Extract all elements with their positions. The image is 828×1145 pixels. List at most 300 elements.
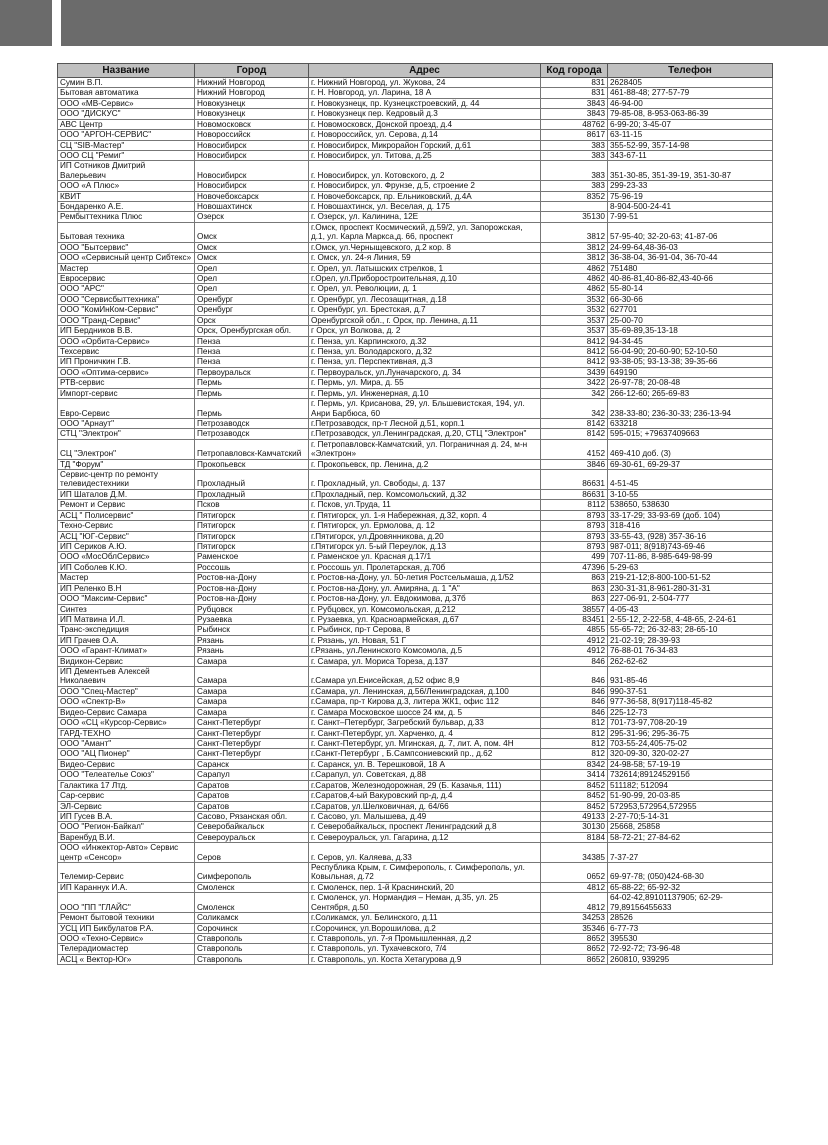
cell-address: г. Озерск, ул. Калинина, 12Е [309,212,541,222]
cell-address: г. Санкт-Петербург, ул. Харченко, д. 4 [309,728,541,738]
table-row [58,109,773,119]
cell-address: г. Североуральск, ул. Гагарина, д.12 [309,832,541,842]
column-header-phone: Телефон [608,64,773,78]
cell-address: г. Первоуральск, ул.Луначарского, д. 34 [309,367,541,377]
cell-name: ООО «Спектр-В» [58,697,195,707]
cell-city-code: 3846 [541,459,608,469]
table-row [58,294,773,304]
cell-address: г. Рязань, ул. Новая, 51 Г [309,635,541,645]
table-row [58,470,773,490]
cell-city-code: 4812 [541,893,608,913]
cell-name: КВИТ [58,191,195,201]
table-row [58,531,773,541]
cell-phone: 57-95-40; 32-20-63; 41-87-06 [608,222,773,242]
cell-address: г. Рубцовск, ул. Комсомольская, д.212 [309,604,541,614]
cell-phone: 318-416 [608,521,773,531]
cell-phone: 595-015; +79637409663 [608,429,773,439]
table-row [58,357,773,367]
table-row [58,954,773,964]
cell-name: УСЦ ИП Бикбулатов Р.А. [58,923,195,933]
cell-address: г. Санкт-Петербург, ул. Мгинская, д. 7, лит. А, пом. 4Н [309,739,541,749]
cell-name: ООО «Техно-Сервис» [58,934,195,944]
cell-phone: 76-88-01 76-34-83 [608,646,773,656]
cell-city: Новосибирск [195,181,309,191]
cell-city-code: 83451 [541,614,608,624]
cell-name: РТВ-сервис [58,378,195,388]
service-centers-table [57,63,773,965]
cell-city: Рузаевка [195,614,309,624]
cell-address: г.Соликамск, ул. Белинского, д.11 [309,913,541,923]
cell-address: г.Петрозаводск, пр-т Лесной д.51, корп.1 [309,418,541,428]
cell-city-code: 3812 [541,253,608,263]
cell-phone: 538650, 538630 [608,500,773,510]
cell-city-code: 4862 [541,263,608,273]
cell-name: ООО «МВ-Сервис» [58,98,195,108]
cell-city-code: 846 [541,697,608,707]
cell-city-code [541,202,608,212]
cell-address: г. Орел, ул. Революции, д. 1 [309,284,541,294]
cell-city: Санкт-Петербург [195,718,309,728]
cell-city: Новочебоксарск [195,191,309,201]
cell-phone: 395530 [608,934,773,944]
cell-city-code: 4862 [541,274,608,284]
cell-address: г.Самара ул.Енисейская, д.52 офис 8,9 [309,667,541,687]
table-row [58,594,773,604]
cell-name: ИП Дементьев Алексей Николаевич [58,667,195,687]
cell-name: СЦ "SIB-Мастер" [58,140,195,150]
cell-city: Саратов [195,780,309,790]
cell-address: г. Новомосковск, Донской проезд, д.4 [309,119,541,129]
cell-phone: 24-98-58; 57-19-19 [608,759,773,769]
cell-address: г. Пенза, ул. Перспективная, д.3 [309,357,541,367]
cell-city: Пермь [195,399,309,419]
cell-city: Новосибирск [195,161,309,181]
cell-city-code: 86631 [541,489,608,499]
cell-city-code: 8412 [541,336,608,346]
cell-name: ООО «Орбита-Сервис» [58,336,195,346]
cell-address: г. Пермь, ул. Крисанова, 29, ул. Бльшевистская, 194, ул. Анри Барбюса, 60 [309,399,541,419]
cell-address: г. Смоленск, ул. Нормандия – Неман, д.35, ул. 25 Сентября, д.50 [309,893,541,913]
cell-city-code: 8112 [541,500,608,510]
cell-address: г. Смоленск, пер. 1-й Краснинский, 20 [309,882,541,892]
cell-phone: 26-97-78; 20-08-48 [608,378,773,388]
table-row [58,770,773,780]
cell-address: г. Новосибирск, ул. Титова, д.25 [309,150,541,160]
table-row [58,562,773,572]
cell-city-code: 38557 [541,604,608,614]
cell-address: г. Новокузнецк, пр. Кузнецкстроевский, д. 44 [309,98,541,108]
cell-city-code: 8652 [541,934,608,944]
cell-city: Ростов-на-Дону [195,583,309,593]
cell-city: Саратов [195,801,309,811]
cell-city: Северобайкальск [195,822,309,832]
cell-address: г. Рузаевка, ул. Красноармейская, д.67 [309,614,541,624]
cell-phone: 5-29-63 [608,562,773,572]
table-row [58,656,773,666]
table-row [58,614,773,624]
cell-city-code: 3843 [541,109,608,119]
cell-address: г. Северобайкальск, проспект Ленинградский д.8 [309,822,541,832]
cell-name: ООО "ПП "ГЛАЙС" [58,893,195,913]
cell-name: ИП Проничкин Г.В. [58,357,195,367]
cell-city-code: 3422 [541,378,608,388]
cell-address: г. Ставрополь, ул. Коста Хетагурова д.9 [309,954,541,964]
cell-phone: 266-12-60; 265-69-83 [608,388,773,398]
cell-city-code: 8793 [541,531,608,541]
table-row [58,728,773,738]
cell-name: ИП Сериков А.Ю. [58,541,195,551]
cell-phone: 219-21-12;8-800-100-51-52 [608,573,773,583]
cell-phone: 2-27-70;5-14-31 [608,811,773,821]
cell-address: г.Орел, ул.Приборостроительная, д.10 [309,274,541,284]
table-row [58,707,773,717]
cell-name: ИП Соболев К.Ю. [58,562,195,572]
cell-city: Ставрополь [195,934,309,944]
cell-name: Видикон-Сервис [58,656,195,666]
cell-city: Новомосковск [195,119,309,129]
cell-city: Ставрополь [195,954,309,964]
cell-city-code: 3537 [541,326,608,336]
cell-city: Пермь [195,378,309,388]
cell-phone: 238-33-80; 236-30-33; 236-13-94 [608,399,773,419]
cell-phone: 25-00-70 [608,315,773,325]
column-header-name: Название [58,64,195,78]
cell-name: ООО «Инжектор-Авто» Сервис центр «Сенсор» [58,843,195,863]
cell-city-code: 3439 [541,367,608,377]
cell-name: Мастер [58,263,195,273]
cell-city-code: 863 [541,573,608,583]
table-row [58,367,773,377]
cell-phone: 3-10-55 [608,489,773,499]
cell-name: АСЦ " Полисервис" [58,510,195,520]
table-row [58,913,773,923]
cell-address: г. Омск, ул. 24-я Линия, 59 [309,253,541,263]
table-row [58,429,773,439]
cell-name: Евро-Сервис [58,399,195,419]
cell-phone: 6-77-73 [608,923,773,933]
table-row [58,388,773,398]
cell-city-code: 47396 [541,562,608,572]
cell-name: ООО "КомИнКом-Сервис" [58,305,195,315]
cell-name: Бондаренко А.Е. [58,202,195,212]
cell-name: Сар-сервис [58,791,195,801]
cell-city-code: 8142 [541,429,608,439]
cell-name: ЭЛ-Сервис [58,801,195,811]
cell-phone: 230-31-31,8-961-280-31-31 [608,583,773,593]
table-row [58,315,773,325]
table-row [58,863,773,883]
cell-phone: 33-17-29; 33-93-69 (доб. 104) [608,510,773,520]
cell-city-code: 4862 [541,284,608,294]
cell-phone: 55-80-14 [608,284,773,294]
cell-name: Телемир-Сервис [58,863,195,883]
cell-city-code: 863 [541,594,608,604]
cell-phone: 2-55-12, 2-22-58, 4-48-65, 2-24-61 [608,614,773,624]
cell-phone: 461-88-48; 277-57-79 [608,88,773,98]
table-row [58,130,773,140]
cell-address: г. Самара, ул. Мориса Тореза, д.137 [309,656,541,666]
table-row [58,749,773,759]
cell-phone: 40-86-81,40-86-82,43-40-66 [608,274,773,284]
cell-city: Петропавловск-Камчатский [195,439,309,459]
cell-phone: 64-02-42,89101137905; 62-29-79,89156455633 [608,893,773,913]
table-row [58,843,773,863]
cell-city-code: 86631 [541,470,608,490]
table-row [58,646,773,656]
column-header-city-code: Код города [541,64,608,78]
cell-address: г Орск, ул Волкова, д. 2 [309,326,541,336]
cell-address: г. Пятигорск, ул. 1-я Набережная, д.32, корп. 4 [309,510,541,520]
cell-name: Техно-Сервис [58,521,195,531]
table-row [58,489,773,499]
cell-address: г. Новосибирск, Микрорайон Горский, д.61 [309,140,541,150]
cell-name: ООО "Гранд-Сервис" [58,315,195,325]
cell-city-code: 812 [541,749,608,759]
cell-city: Орск, Оренбургская обл. [195,326,309,336]
cell-name: Бытовая автоматика [58,88,195,98]
table-row [58,284,773,294]
column-header-city: Город [195,64,309,78]
table-row [58,459,773,469]
cell-phone: 25668, 25858 [608,822,773,832]
cell-city-code: 8352 [541,191,608,201]
cell-city-code: 8452 [541,791,608,801]
cell-name: ООО «МосОблСервис» [58,552,195,562]
cell-address: г. Петропавловск-Камчатский, ул. Пограничная д. 24, м-н «Электрон» [309,439,541,459]
table-header-row [58,64,773,78]
cell-city: Санкт-Петербург [195,739,309,749]
cell-address: Республика Крым, г. Симферополь, г. Симферополь, ул. Ковыльная, д.72 [309,863,541,883]
cell-name: ООО "ДИСКУС" [58,109,195,119]
cell-name: Сервис-центр по ремонту телевидестехники [58,470,195,490]
cell-name: ООО «Гарант-Климат» [58,646,195,656]
cell-city: Первоуральск [195,367,309,377]
cell-phone: 28526 [608,913,773,923]
cell-name: ABC Центр [58,119,195,129]
table-row [58,759,773,769]
cell-phone: 977-36-58, 8(917)118-45-82 [608,697,773,707]
cell-phone: 225-12-73 [608,707,773,717]
cell-address: г. Ставрополь, ул. Тухачевского, 7/4 [309,944,541,954]
cell-city: Ростов-на-Дону [195,573,309,583]
cell-address: г.Омск, ул.Черныщевского, д.2 кор. 8 [309,242,541,252]
cell-address: г. Самара Московское шоссе 24 км, д. 5 [309,707,541,717]
table-row [58,88,773,98]
cell-city-code: 863 [541,583,608,593]
cell-city: Новосибирск [195,150,309,160]
cell-name: ООО "Телеателье Союз" [58,770,195,780]
table-row [58,604,773,614]
cell-city-code: 3537 [541,315,608,325]
table-row [58,418,773,428]
table-row [58,832,773,842]
cell-city-code: 3414 [541,770,608,780]
cell-city-code: 831 [541,88,608,98]
cell-city-code: 8412 [541,346,608,356]
table-row [58,336,773,346]
cell-city: Новокузнецк [195,109,309,119]
cell-phone: 703-55-24,405-75-02 [608,739,773,749]
cell-city-code: 30130 [541,822,608,832]
cell-address: г. Новокузнецк пер. Кедровый д.3 [309,109,541,119]
header-bar-left [0,0,52,46]
cell-name: ООО "АРГОН-СЕРВИС" [58,130,195,140]
cell-city-code: 4855 [541,625,608,635]
cell-city-code: 8142 [541,418,608,428]
cell-address: г.Сорочинск, ул.Ворошилова, д.2 [309,923,541,933]
cell-phone: 633218 [608,418,773,428]
cell-phone: 66-30-66 [608,294,773,304]
cell-phone: 35-69-89,35-13-18 [608,326,773,336]
cell-name: ООО СЦ "Ремиг" [58,150,195,160]
cell-city: Серов [195,843,309,863]
cell-name: Сумин В.П. [58,78,195,88]
cell-city-code: 8342 [541,759,608,769]
table-row [58,263,773,273]
table-row [58,791,773,801]
cell-city-code: 8412 [541,357,608,367]
cell-city: Самара [195,656,309,666]
table-row [58,686,773,696]
cell-city-code: 48762 [541,119,608,129]
cell-phone: 8-904-500-24-41 [608,202,773,212]
cell-city: Пятигорск [195,531,309,541]
table-row [58,718,773,728]
cell-phone: 79-85-08, 8-953-063-86-39 [608,109,773,119]
cell-city: Саратов [195,791,309,801]
cell-city-code: 383 [541,161,608,181]
cell-city: Санкт-Петербург [195,749,309,759]
cell-city: Смоленск [195,882,309,892]
cell-address: г. Орел, ул. Латышских стрелков, 1 [309,263,541,273]
cell-name: Рембыттехника Плюс [58,212,195,222]
cell-address: г.Рязань, ул.Ленинского Комсомола, д.5 [309,646,541,656]
cell-city-code: 8617 [541,130,608,140]
cell-city: Пенза [195,346,309,356]
cell-phone: 69-30-61, 69-29-37 [608,459,773,469]
cell-city: Сасово, Рязанская обл. [195,811,309,821]
cell-address: г.Пятигорск, ул.Дровянникова, д.20 [309,531,541,541]
cell-city: Пермь [195,388,309,398]
cell-address: г. Пенза, ул. Карпинского, д.32 [309,336,541,346]
table-row [58,573,773,583]
cell-city: Прокопьевск [195,459,309,469]
cell-city-code: 0652 [541,863,608,883]
cell-city: Пятигорск [195,541,309,551]
cell-city-code: 812 [541,739,608,749]
table-row [58,944,773,954]
cell-city-code: 8184 [541,832,608,842]
cell-phone: 58-72-21; 27-84-62 [608,832,773,842]
cell-city-code: 831 [541,78,608,88]
table-body [58,78,773,965]
cell-city-code: 35346 [541,923,608,933]
cell-city: Самара [195,697,309,707]
cell-address: г. Раменское ул. Красная д.17/1 [309,552,541,562]
cell-name: ИП Бердников В.В. [58,326,195,336]
cell-phone: 707-11-86, 8-985-649-98-99 [608,552,773,562]
cell-phone: 63-11-15 [608,130,773,140]
cell-city: Рыбинск [195,625,309,635]
cell-address: г.Пятигорск ул. 5-ый Переулок, д.13 [309,541,541,551]
cell-address: г.Омск, проспект Космический, д.59/2, ул. Запорожская, д.1, ул. Карла Маркса,д. 66, проспект [309,222,541,242]
cell-phone: 7-37-27 [608,843,773,863]
cell-phone: 299-23-33 [608,181,773,191]
table-row [58,625,773,635]
cell-phone: 511182; 512094 [608,780,773,790]
cell-city-code: 4912 [541,635,608,645]
cell-address: г. Новошахтинск, ул. Веселая, д. 175 [309,202,541,212]
table-row [58,222,773,242]
cell-name: ООО «Сервисный центр Сибтекс» [58,253,195,263]
cell-name: ООО «Оптима-сервис» [58,367,195,377]
cell-city-code: 34253 [541,913,608,923]
cell-phone: 649190 [608,367,773,377]
cell-name: ООО "Арнаут" [58,418,195,428]
cell-city: Омск [195,253,309,263]
cell-city-code: 4912 [541,646,608,656]
cell-name: ИП Реленко В.Н [58,583,195,593]
table-row [58,326,773,336]
cell-city: Смоленск [195,893,309,913]
cell-address: г.Прохладный, пер. Комсомольский, д.32 [309,489,541,499]
cell-address: г. Ростов-на-Дону, ул. Евдокимова, д.37б [309,594,541,604]
cell-name: ИП Сотников Дмитрий Валерьевич [58,161,195,181]
cell-address: г. Прохладный, ул. Свободы, д. 137 [309,470,541,490]
cell-phone: 262-62-62 [608,656,773,666]
cell-phone: 227-06-91, 2-504-777 [608,594,773,604]
table-row [58,583,773,593]
cell-city: Орел [195,274,309,284]
cell-address: г. Санкт–Петербург, Загребский бульвар, д.33 [309,718,541,728]
cell-name: СЦ "Электрон" [58,439,195,459]
cell-phone: 6-99-20; 3-45-07 [608,119,773,129]
cell-city-code: 342 [541,388,608,398]
table-row [58,98,773,108]
cell-city: Омск [195,222,309,242]
table-row [58,399,773,419]
cell-city-code: 812 [541,728,608,738]
cell-city: Рязань [195,646,309,656]
cell-city: Пенза [195,357,309,367]
cell-city: Ростов-на-Дону [195,594,309,604]
cell-city: Новошахтинск [195,202,309,212]
table-row [58,521,773,531]
cell-name: ООО «А Плюс» [58,181,195,191]
cell-city-code: 383 [541,150,608,160]
cell-address: г. Пермь, ул. Мира, д. 55 [309,378,541,388]
table-row [58,378,773,388]
cell-phone: 351-30-85, 351-39-19, 351-30-87 [608,161,773,181]
cell-address: г. Новосибирск, ул. Котовского, д. 2 [309,161,541,181]
cell-city-code: 8452 [541,780,608,790]
cell-name: ООО "АРС" [58,284,195,294]
cell-city: Самара [195,707,309,717]
cell-name: Транс-экспедиция [58,625,195,635]
cell-phone: 627701 [608,305,773,315]
cell-city-code: 846 [541,667,608,687]
cell-name: Галактика 17 Лтд. [58,780,195,790]
cell-phone: 343-67-11 [608,150,773,160]
cell-phone: 51-90-99, 20-03-85 [608,791,773,801]
cell-address: г. Оренбург, ул. Брестская, д.7 [309,305,541,315]
table-row [58,274,773,284]
cell-address: г. Н. Новгород, ул. Ларина, 18 А [309,88,541,98]
cell-city: Сорочинск [195,923,309,933]
cell-address: г.Санкт-Петербург , Б.Сампсониевский пр., д.62 [309,749,541,759]
cell-city: Североуральск [195,832,309,842]
cell-city-code: 383 [541,140,608,150]
